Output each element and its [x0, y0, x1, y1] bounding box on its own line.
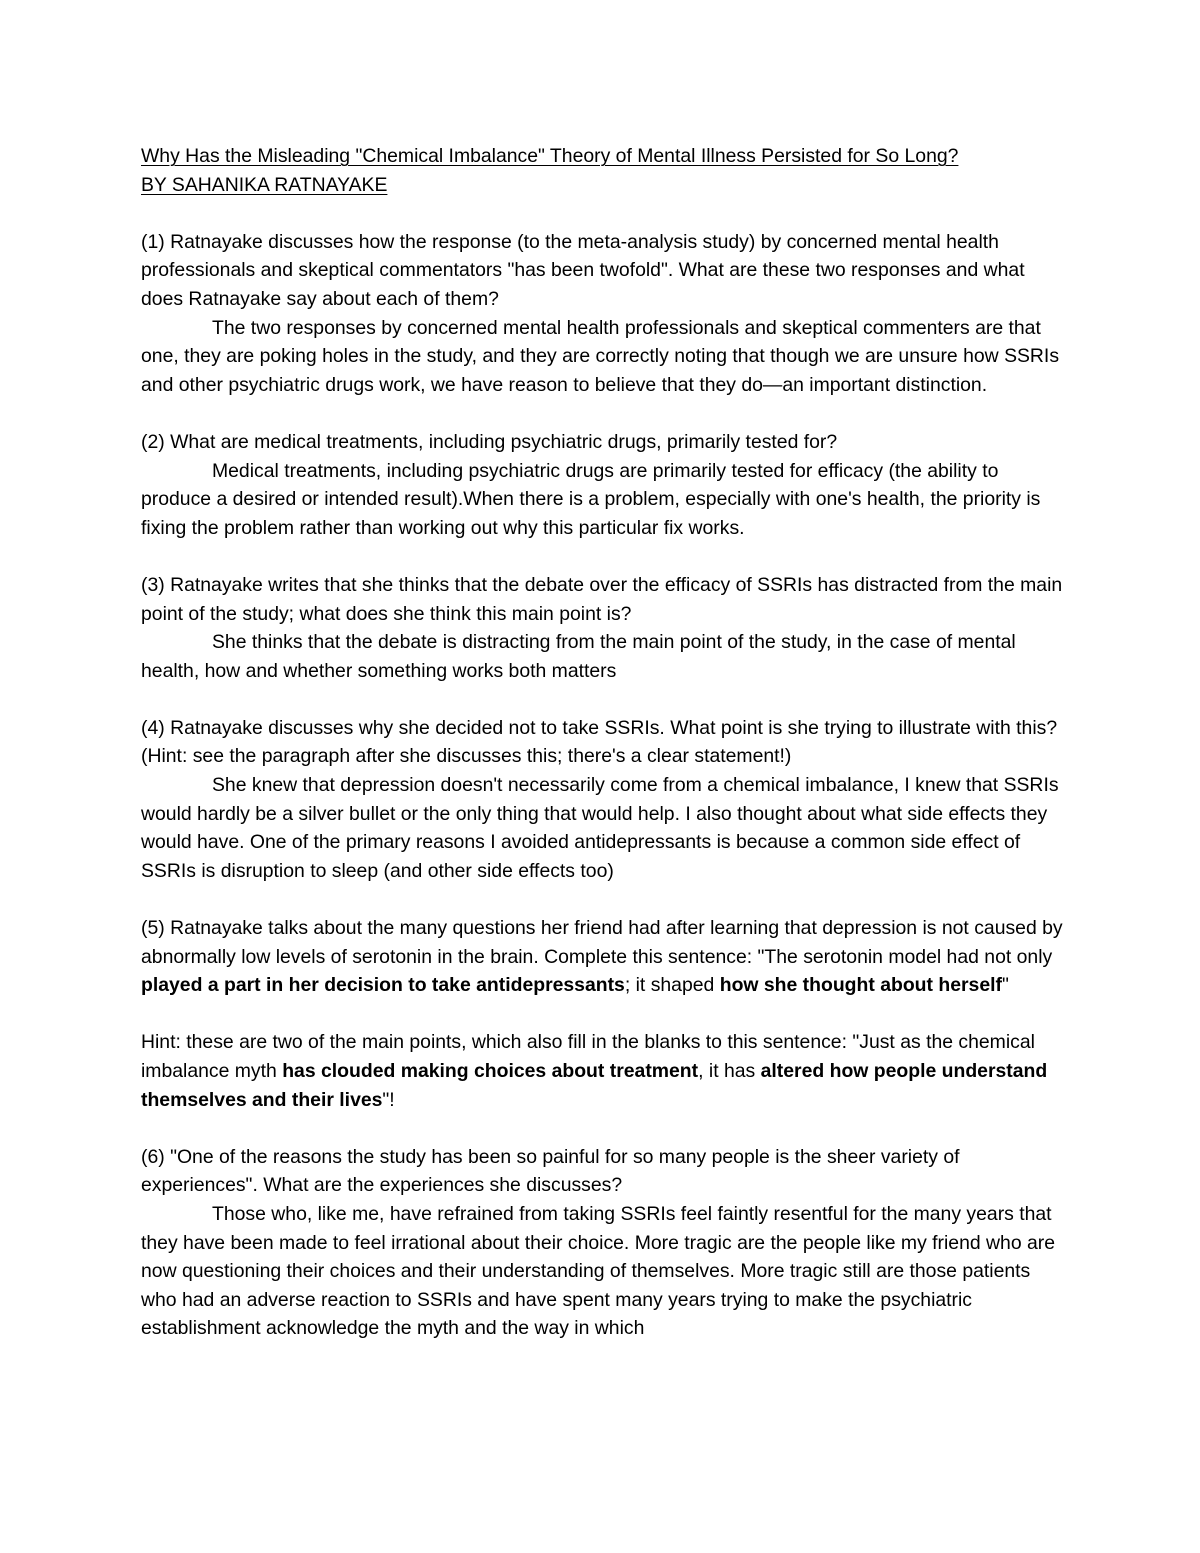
answer-6: Those who, like me, have refrained from taking SSRIs feel faintly resentful for the many years that they have been made to feel irrational about their choice. More tragic are the people like my friend who are now questioning their choices and their understanding of themselves. More tragic still are those patients who had an adverse reaction to SSRIs and have spent many years trying to make the psychiatric establishment acknowledge the myth and the way in which: [141, 1202, 1056, 1340]
spacer: [141, 199, 1071, 228]
question-5-end: ": [1001, 974, 1009, 997]
question-1: (1) Ratnayake discusses how the response (to the meta-analysis study) by concerned mental health professionals and skeptical commentators "has been twofold". What are these two responses and what does Ratnayake say about each of them?: [141, 230, 1025, 310]
question-3: (3) Ratnayake writes that she thinks that the debate over the efficacy of SSRIs has distracted from the main point of the study; what does she think this main point is?: [141, 573, 1063, 625]
spacer: [141, 885, 1071, 914]
spacer: [141, 542, 1071, 571]
question-5-mid: ; it shaped: [624, 974, 720, 997]
question-3-block: [141, 571, 1071, 685]
question-2: (2) What are medical treatments, including psychiatric drugs, primarily tested for?: [141, 430, 838, 453]
spacer: [141, 399, 1071, 428]
spacer: [141, 1114, 1071, 1143]
question-5-answer-1: played a part in her decision to take antidepressants: [141, 974, 625, 997]
question-5-block: [141, 914, 1071, 1000]
document-body: [141, 142, 1071, 1343]
answer-2: Medical treatments, including psychiatric drugs are primarily tested for efficacy (the ability to produce a desired or intended result).When there is a problem, especially with one's health, the priority is fixing the problem rather than working out why this particular fix works.: [141, 459, 1041, 539]
hint-lead: Hint: these are two of the main points, which also fill in the blanks to this sentence: "Just as the chemical imbalance myth: [141, 1031, 1035, 1082]
answer-3: She thinks that the debate is distracting from the main point of the study, in the case of mental health, how and whether something works both matters: [141, 631, 1016, 682]
question-6-block: [141, 1143, 1071, 1343]
document-byline: BY SAHANIKA RATNAYAKE: [141, 173, 388, 196]
hint-mid: , it has: [698, 1060, 761, 1082]
question-2-block: [141, 428, 1071, 542]
question-1-block: [141, 228, 1071, 400]
document-title: Why Has the Misleading "Chemical Imbalance" Theory of Mental Illness Persisted for So Long?: [141, 145, 959, 167]
question-5-answer-2: how she thought about herself: [719, 974, 1002, 997]
answer-1: The two responses by concerned mental health professionals and skeptical commenters are that one, they are poking holes in the study, and they are correctly noting that though we are unsure how SSRIs and other psychiatric drugs work, we have reason to believe that they do—an important distinction.: [141, 316, 1060, 396]
question-4: (4) Ratnayake discusses why she decided not to take SSRIs. What point is she trying to illustrate with this? (Hint: see the paragraph after she discusses this; there's a clear statement!): [141, 716, 1058, 768]
spacer: [141, 685, 1071, 714]
hint-end: "!: [382, 1088, 395, 1111]
hint-answer-2: altered how people understand themselves and their lives: [141, 1060, 1048, 1111]
question-6: (6) "One of the reasons the study has been so painful for so many people is the sheer variety of experiences". What are the experiences she discusses?: [141, 1145, 960, 1197]
question-5-lead: (5) Ratnayake talks about the many questions her friend had after learning that depression is not caused by abnormally low levels of serotonin in the brain. Complete this sentence: "The serotonin model had not only: [141, 917, 1063, 968]
spacer: [141, 1000, 1071, 1029]
answer-4: She knew that depression doesn't necessarily come from a chemical imbalance, I knew that SSRIs would hardly be a silver bullet or the only thing that would help. I also thought about what side effects they would have. One of the primary reasons I avoided antidepressants is because a common side effect of SSRIs is disruption to sleep (and other side effects too): [141, 774, 1059, 882]
hint-block: [141, 1028, 1071, 1114]
hint-answer-1: has clouded making choices about treatment: [282, 1060, 699, 1082]
question-4-block: [141, 714, 1071, 886]
